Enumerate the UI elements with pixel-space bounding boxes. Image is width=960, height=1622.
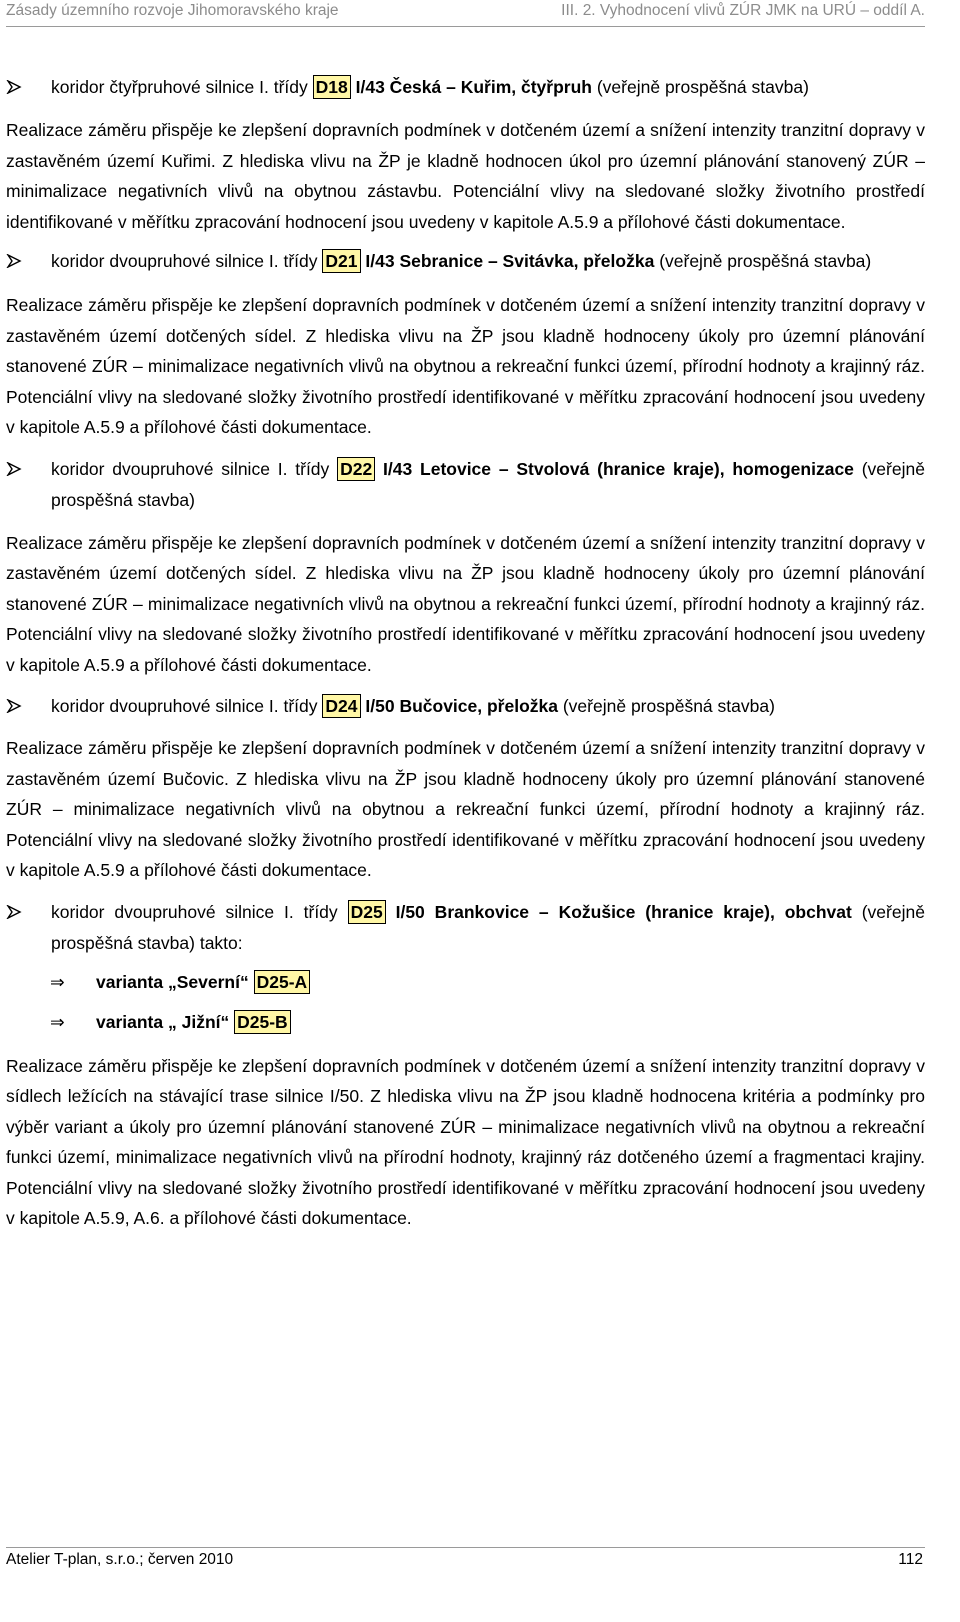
footer-company: Atelier T-plan, s.r.o.; červen 2010 — [6, 1551, 234, 1568]
variant-label: varianta „ Jižní“ — [96, 1011, 230, 1032]
corridor-description-d18: Realizace záměru přispěje ke zlepšení dopravních podmínek v dotčeném území a snížení intenzity tranzitní dopravy v zastavěném území Kuřimi. Z hlediska vlivu na ŽP je kladně hodnocen úkol pro územní plánování stanovený ZÚR – minimalizace negativních vlivů na obytnou zástavbu. Potenciální vlivy na sledované složky životního prostředí identifikované v měřítku zpracování hodnocení jsou uvedeny v kapitole A.5.9 a přílohové části dokumentace. — [6, 120, 925, 232]
arrowhead-bullet-icon — [6, 897, 30, 928]
variant-item — [6, 967, 925, 998]
variant-code: D25-A — [254, 970, 311, 994]
corridor-title-suffix: (veřejně prospěšná stavba) — [659, 251, 872, 271]
corridor-title-prefix: koridor dvoupruhové silnice I. třídy — [51, 458, 330, 479]
corridor-code-d22: D22 — [337, 457, 375, 481]
page-header — [6, 0, 925, 27]
corridor-title-prefix: koridor čtyřpruhové silnice I. třídy — [51, 77, 308, 97]
corridor-title-prefix: koridor dvoupruhové silnice I. třídy — [51, 696, 318, 716]
variant-item — [6, 1007, 925, 1038]
corridor-description-d24: Realizace záměru přispěje ke zlepšení dopravních podmínek v dotčeném území a snížení intenzity tranzitní dopravy v zastavěném území Bučovic. Z hlediska vlivu na ŽP jsou kladně hodnoceny úkoly pro územní plánování stanovené ZÚR – minimalizace negativních vlivů na obytnou a rekreační funkci území, přírodní hodnoty a krajinný ráz. Potenciální vlivy na sledované složky životního prostředí identifikované v měřítku zpracování hodnocení jsou uvedeny v kapitole A.5.9 a přílohové části dokumentace. — [6, 738, 925, 880]
header-document-title: Zásady územního rozvoje Jihomoravského kraje — [6, 2, 339, 19]
arrowhead-bullet-icon — [6, 246, 30, 277]
corridor-description-d22: Realizace záměru přispěje ke zlepšení dopravních podmínek v dotčeném území a snížení intenzity tranzitní dopravy v zastavěném území dotčených sídel. Z hlediska vlivu na ŽP jsou kladně hodnoceny úkoly pro územní plánování stanovené ZÚR – minimalizace negativních vlivů na obytnou a rekreační funkci území, přírodní hodnoty a krajinný ráz. Potenciální vlivy na sledované složky životního prostředí identifikované v měřítku zpracování hodnocení jsou uvedeny v kapitole A.5.9 a přílohové části dokumentace. — [6, 532, 925, 675]
corridor-heading-d24 — [6, 691, 925, 722]
corridor-title-prefix: koridor dvoupruhové silnice I. třídy — [51, 251, 318, 271]
corridor-code-d21: D21 — [322, 249, 360, 273]
corridor-title-bold: I/43 Letovice – Stvolová (hranice kraje), homogenizace — [383, 458, 854, 479]
corridor-heading-d18 — [6, 72, 925, 103]
corridor-description-d21: Realizace záměru přispěje ke zlepšení dopravních podmínek v dotčeném území a snížení intenzity tranzitní dopravy v zastavěném území dotčených sídel. Z hlediska vlivu na ŽP jsou kladně hodnoceny úkoly pro územní plánování stanovené ZÚR – minimalizace negativních vlivů na obytnou a rekreační funkci území, přírodní hodnoty a krajinný ráz. Potenciální vlivy na sledované složky životního prostředí identifikované v měřítku zpracování hodnocení jsou uvedeny v kapitole A.5.9 a přílohové části dokumentace. — [6, 295, 925, 437]
header-section-title: III. 2. Vyhodnocení vlivů ZÚR JMK na URÚ – oddíl A. — [561, 2, 925, 19]
double-arrow-icon: ⇒ — [50, 971, 65, 992]
corridor-heading-d25 — [6, 897, 925, 959]
corridor-title-bold: I/50 Brankovice – Kožušice (hranice kraje), obchvat — [395, 901, 852, 922]
corridor-description-d25: Realizace záměru přispěje ke zlepšení dopravních podmínek v dotčeném území a snížení intenzity tranzitní dopravy v sídlech ležících na stávající trase silnice I/50. Z hlediska vlivu na ŽP jsou kladně hodnocena kritéria a podmínky pro výběr variant a úkoly pro územní plánování stanovené ZÚR – minimalizace negativních vlivů na obytnou a rekreační funkci území, minimalizace negativních vlivů na přírodní hodnoty, krajinný ráz dotčeného území a fragmentaci krajiny. Potenciální vlivy na sledované složky životního prostředí identifikované v měřítku zpracování hodnocení jsou uvedeny v kapitole A.5.9, A.6. a přílohové části dokumentace. — [6, 1055, 925, 1228]
corridor-heading-d22 — [6, 454, 925, 516]
corridor-code-d18: D18 — [313, 75, 351, 99]
corridor-heading-d21 — [6, 246, 925, 277]
page-number: 112 — [898, 1551, 923, 1568]
variant-code: D25-B — [234, 1010, 291, 1034]
arrowhead-bullet-icon — [6, 691, 30, 722]
corridor-title-suffix: (veřejně prospěšná stavba) — [596, 77, 809, 97]
corridor-title-suffix: (veřejně prospěšná stavba) — [51, 458, 925, 510]
corridor-title-bold: I/43 Česká – Kuřim, čtyřpruh — [355, 77, 592, 97]
arrowhead-bullet-icon — [6, 72, 30, 103]
corridor-title-suffix: (veřejně prospěšná stavba) — [562, 696, 775, 716]
variant-label: varianta „Severní“ — [96, 971, 249, 992]
corridor-code-d25: D25 — [348, 900, 386, 924]
double-arrow-icon: ⇒ — [50, 1011, 65, 1032]
document-body — [6, 72, 925, 1234]
corridor-title-bold: I/50 Bučovice, přeložka — [365, 696, 558, 716]
corridor-title-prefix: koridor dvoupruhové silnice I. třídy — [51, 901, 338, 922]
corridor-title-bold: I/43 Sebranice – Svitávka, přeložka — [365, 251, 655, 271]
corridor-code-d24: D24 — [322, 694, 360, 718]
page-footer — [6, 1547, 925, 1574]
arrowhead-bullet-icon — [6, 454, 30, 485]
corridor-title-suffix: (veřejně prospěšná stavba) takto: — [51, 901, 925, 953]
